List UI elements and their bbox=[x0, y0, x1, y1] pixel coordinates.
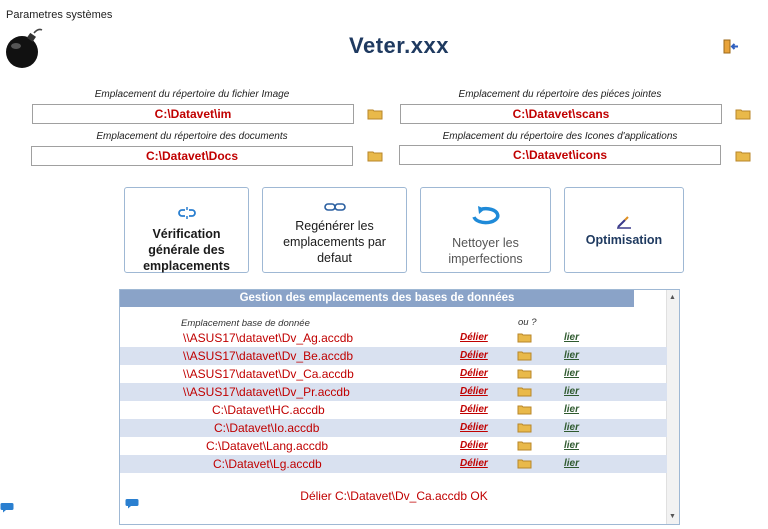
table-row bbox=[120, 365, 667, 383]
scroll-down-icon[interactable]: ▼ bbox=[669, 513, 676, 520]
database-path: C:\Datavet\Io.accdb bbox=[214, 421, 320, 435]
unlink-link[interactable]: Délier bbox=[460, 458, 488, 469]
link-chain-icon bbox=[324, 201, 346, 213]
folder-icon[interactable] bbox=[517, 440, 532, 451]
folder-icon[interactable] bbox=[517, 404, 532, 415]
folder-icon[interactable] bbox=[517, 422, 532, 433]
attachments-path-label: Emplacement du répertoire des piéces jointes bbox=[458, 89, 662, 100]
link-link[interactable]: lier bbox=[564, 422, 580, 433]
folder-icon[interactable] bbox=[517, 386, 532, 397]
link-link[interactable]: lier bbox=[564, 386, 580, 397]
link-link[interactable]: lier bbox=[564, 368, 580, 379]
table-row bbox=[120, 419, 667, 437]
clean-button-label: Nettoyer les imperfections bbox=[448, 236, 523, 266]
table-row bbox=[120, 383, 667, 401]
column-header-where: ou ? bbox=[518, 317, 537, 328]
exit-door-icon[interactable] bbox=[722, 38, 740, 56]
image-path-label: Emplacement du répertoire du fichier Image bbox=[94, 89, 290, 100]
folder-icon[interactable] bbox=[517, 350, 532, 361]
unlink-link[interactable]: Délier bbox=[460, 386, 488, 397]
database-path: \\ASUS17\datavet\Dv_Ca.accdb bbox=[183, 367, 354, 381]
database-locations-panel bbox=[119, 289, 680, 525]
table-row bbox=[120, 329, 667, 347]
unlink-chain-icon bbox=[176, 206, 198, 220]
link-link[interactable]: lier bbox=[564, 332, 580, 343]
link-link[interactable]: lier bbox=[564, 404, 580, 415]
database-path: C:\Datavet\HC.accdb bbox=[212, 403, 325, 417]
documents-folder-icon[interactable] bbox=[367, 150, 383, 162]
database-path: \\ASUS17\datavet\Dv_Ag.accdb bbox=[183, 331, 354, 345]
app-title: Veter.xxx bbox=[349, 33, 449, 58]
icons-folder-icon[interactable] bbox=[735, 150, 751, 162]
verify-button-label: Vérification générale des emplacements bbox=[143, 227, 230, 273]
regenerate-button-label: Regénérer les emplacements par defaut bbox=[283, 219, 386, 265]
chat-bubble-icon[interactable] bbox=[125, 498, 139, 509]
database-path: C:\Datavet\Lg.accdb bbox=[213, 457, 322, 471]
table-row bbox=[120, 401, 667, 419]
attachments-folder-icon[interactable] bbox=[735, 108, 751, 120]
database-path: \\ASUS17\datavet\Dv_Be.accdb bbox=[183, 349, 354, 363]
folder-icon[interactable] bbox=[517, 332, 532, 343]
link-link[interactable]: lier bbox=[564, 350, 580, 361]
database-path: C:\Datavet\Lang.accdb bbox=[206, 439, 329, 453]
folder-icon[interactable] bbox=[517, 368, 532, 379]
folder-icon[interactable] bbox=[517, 458, 532, 469]
icons-path-label: Emplacement du répertoire des Icones d'applications bbox=[442, 131, 678, 142]
database-path: \\ASUS17\datavet\Dv_Pr.accdb bbox=[183, 385, 350, 399]
unlink-link[interactable]: Délier bbox=[460, 404, 488, 415]
image-folder-icon[interactable] bbox=[367, 108, 383, 120]
regenerate-locations-button[interactable] bbox=[262, 187, 407, 273]
table-row bbox=[120, 437, 667, 455]
unlink-link[interactable]: Délier bbox=[460, 350, 488, 361]
documents-path-label: Emplacement du répertoire des documents bbox=[96, 131, 288, 142]
attachments-path-field[interactable]: C:\Datavet\scans bbox=[400, 104, 722, 124]
table-row bbox=[120, 455, 667, 473]
unlink-link[interactable]: Délier bbox=[460, 440, 488, 451]
verify-locations-button[interactable] bbox=[124, 187, 249, 273]
column-header-path: Emplacement base de donnée bbox=[181, 318, 310, 329]
window-title: Parametres systèmes bbox=[6, 9, 113, 21]
chat-bubble-icon[interactable] bbox=[0, 502, 14, 513]
unlink-link[interactable]: Délier bbox=[460, 422, 488, 433]
refresh-icon bbox=[466, 205, 506, 227]
image-path-field[interactable]: C:\Datavet\im bbox=[32, 104, 354, 124]
optimize-button-label: Optimisation bbox=[585, 233, 663, 247]
icons-path-field[interactable]: C:\Datavet\icons bbox=[399, 145, 721, 165]
unlink-link[interactable]: Délier bbox=[460, 332, 488, 343]
unlink-link[interactable]: Délier bbox=[460, 368, 488, 379]
documents-path-field[interactable]: C:\Datavet\Docs bbox=[31, 146, 353, 166]
link-link[interactable]: lier bbox=[564, 440, 580, 451]
clean-imperfections-button[interactable] bbox=[420, 187, 551, 273]
table-row bbox=[120, 347, 667, 365]
panel-title: Gestion des emplacements des bases de données bbox=[120, 290, 634, 307]
link-link[interactable]: lier bbox=[564, 458, 580, 469]
optimize-tools-icon bbox=[616, 215, 632, 229]
status-message: Délier C:\Datavet\Dv_Ca.accdb OK bbox=[300, 489, 488, 503]
optimize-button[interactable] bbox=[564, 187, 684, 273]
scroll-up-icon[interactable]: ▲ bbox=[669, 294, 676, 301]
